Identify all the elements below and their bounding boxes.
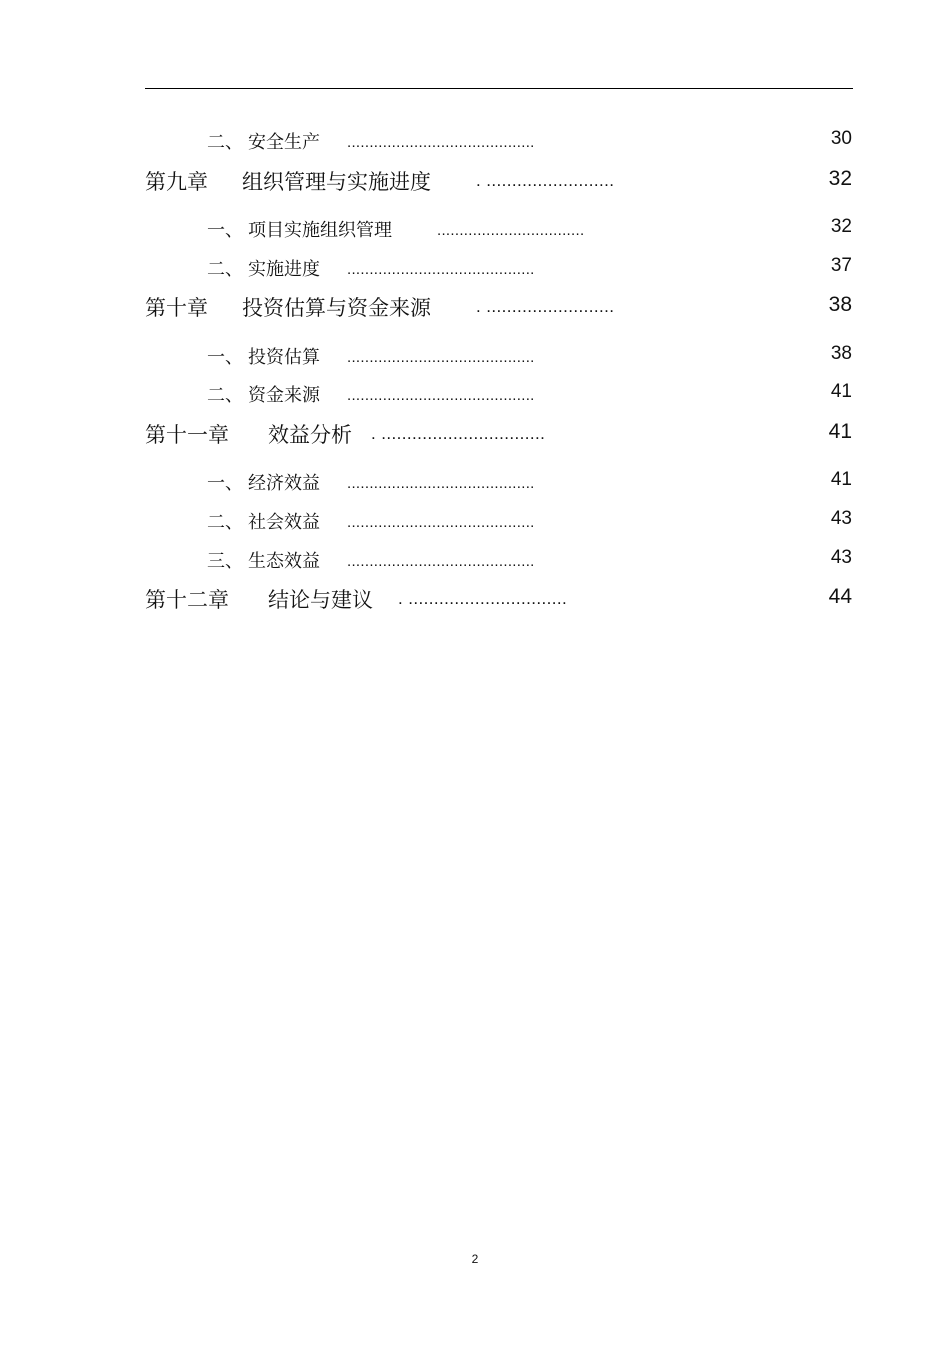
toc-entry-title[interactable]: 资金来源	[248, 385, 320, 406]
toc-chapter-title[interactable]: 效益分析	[268, 423, 352, 447]
toc-leader-dots: ..........................................	[347, 514, 535, 531]
toc-entry-page[interactable]: 32	[830, 216, 852, 237]
page-number: 2	[471, 1252, 479, 1266]
toc-entry-shehui[interactable]	[0, 506, 950, 536]
toc-chapter-page[interactable]: 32	[828, 167, 852, 190]
toc-leader-dots: .................................	[437, 222, 585, 239]
toc-entry-number: 二、	[207, 259, 243, 280]
toc-chapter-title[interactable]: 投资估算与资金来源	[242, 296, 431, 320]
toc-chapter-number: 第九章	[145, 170, 208, 194]
toc-entry-number: 一、	[207, 473, 243, 494]
toc-leader-dots: ..........................................	[347, 349, 535, 366]
toc-entry-anquan[interactable]	[0, 126, 950, 156]
toc-entry-jindu[interactable]	[0, 253, 950, 283]
toc-chapter-12[interactable]	[0, 584, 950, 614]
toc-entry-number: 一、	[207, 220, 243, 241]
toc-chapter-title[interactable]: 组织管理与实施进度	[242, 170, 431, 194]
toc-chapter-number: 第十一章	[145, 423, 229, 447]
toc-entry-touzi[interactable]	[0, 341, 950, 371]
toc-chapter-10[interactable]	[0, 292, 950, 322]
toc-entry-page[interactable]: 41	[830, 381, 852, 402]
toc-entry-page[interactable]: 38	[830, 343, 852, 364]
toc-entry-title[interactable]: 经济效益	[248, 473, 320, 494]
toc-leader-dots: . .........................	[476, 297, 615, 316]
toc-entry-jingji[interactable]	[0, 467, 950, 497]
toc-entry-page[interactable]: 41	[830, 469, 852, 490]
toc-chapter-title[interactable]: 结论与建议	[268, 588, 373, 612]
toc-entry-page[interactable]: 43	[830, 508, 852, 529]
toc-entry-number: 二、	[207, 385, 243, 406]
toc-leader-dots: ..........................................	[347, 134, 535, 151]
toc-entry-title[interactable]: 项目实施组织管理	[248, 220, 392, 241]
toc-entry-page[interactable]: 37	[830, 255, 852, 276]
toc-leader-dots: ..........................................	[347, 261, 535, 278]
toc-chapter-page[interactable]: 44	[828, 585, 852, 608]
toc-chapter-number: 第十章	[145, 296, 208, 320]
toc-entry-title[interactable]: 实施进度	[248, 259, 320, 280]
toc-leader-dots: . ...............................	[398, 589, 568, 608]
toc-entry-page[interactable]: 30	[830, 128, 852, 149]
toc-entry-title[interactable]: 安全生产	[248, 132, 320, 153]
toc-entry-zijin[interactable]	[0, 379, 950, 409]
toc-leader-dots: ..........................................	[347, 475, 535, 492]
toc-chapter-number: 第十二章	[145, 588, 229, 612]
toc-leader-dots: ..........................................	[347, 387, 535, 404]
toc-entry-page[interactable]: 43	[830, 547, 852, 568]
toc-entry-number: 一、	[207, 347, 243, 368]
toc-leader-dots: . .........................	[476, 171, 615, 190]
toc-entry-shengtai[interactable]	[0, 545, 950, 575]
toc-entry-title[interactable]: 投资估算	[248, 347, 320, 368]
toc-entry-title[interactable]: 社会效益	[248, 512, 320, 533]
toc-leader-dots: . ................................	[371, 424, 546, 443]
toc-entry-zuzhi[interactable]	[0, 214, 950, 244]
toc-chapter-11[interactable]	[0, 419, 950, 449]
toc-entry-title[interactable]: 生态效益	[248, 551, 320, 572]
toc-leader-dots: ..........................................	[347, 553, 535, 570]
header-rule	[145, 88, 853, 89]
toc-entry-number: 二、	[207, 132, 243, 153]
toc-chapter-9[interactable]	[0, 166, 950, 196]
toc-chapter-page[interactable]: 38	[828, 293, 852, 316]
toc-chapter-page[interactable]: 41	[828, 420, 852, 443]
toc-entry-number: 三、	[207, 551, 243, 572]
toc-entry-number: 二、	[207, 512, 243, 533]
